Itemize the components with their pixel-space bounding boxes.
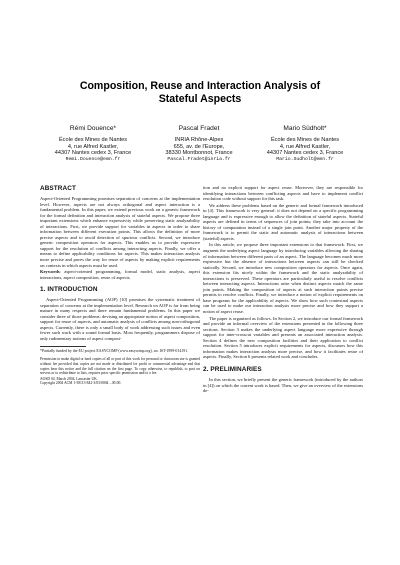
body-paragraph: The paper is organized as follows. In Section 2, we introduce our formal framework and provide an informal overview of the extensions presented in the following three sections. Section 3 makes the underlying aspect language more expressive through support for inter-crosscut variables and presents an associated interaction analysis. Section 4 defines the new composition facilities and their application to conflict resolution. Section 5 introduces explicit requirements for aspects, discusses how this information makes interaction analysis more precise, and how it facilitates reuse of aspects. Finally, Section 6 presents related work and concludes. (203, 315, 363, 360)
author-address: 4, rue Alfred Kastler, (279, 143, 331, 150)
keywords-label: Keywords (40, 269, 60, 275)
body-paragraph: In this article, we propose three important extensions to that framework. First, we augment the underlying aspect language by introducing variables allowing the sharing of information between different parts of an aspect. The language becomes much more expressive but the absence of interactions between aspects can still be checked statically. Second, we introduce new composition operators for aspects. Once again, this extension fits nicely within the framework and the static analyzability of interactions is preserved. These operators are particularly useful to resolve conflicts between interacting aspects. Interactions arise when distinct aspects match the same join points. Making the composition of aspects at such interaction points precise permits to resolve conflicts. Finally, we introduce a notion of explicit requirements on base programs for the applicability of aspects. We show how such contextual aspects can be used to make our interaction analysis more precise and how they support a notion of aspect reuse. (203, 242, 363, 315)
copyright-notice: Permission to make digital or hard copies of all or part of this work for personal or classroom use is granted without fee provided that copies are not made or distributed for profit or commercial advantage and that copies bear this notice and the full citation on the first page. To copy otherwise, to republish, to post on servers or to redistribute to lists, requires prior specific permission and/or a fee. (40, 357, 200, 376)
title-line-1: Composition, Reuse and Interaction Analysis of (79, 80, 321, 92)
author-address: 4, rue Alfred Kastler, (67, 143, 119, 150)
introduction-heading: 1. INTRODUCTION (40, 286, 98, 294)
author-affiliation: École des Mines de Nantes (58, 137, 128, 144)
footnote-divider (40, 346, 86, 347)
author-name: Mario Südholt* (283, 125, 327, 132)
author-affiliation: INRIA Rhône-Alpes (174, 137, 224, 144)
author-name: Pascal Fradet (178, 125, 220, 132)
preliminaries-heading: 2. PRELIMINARIES (203, 365, 262, 373)
keywords-text: : aspect-oriented programming, formal model, static analysis, aspect interactions, aspect composition, reuse of aspects. (40, 269, 200, 280)
left-column (40, 185, 200, 386)
author-city: 44307 Nantes cedex 3, France (266, 150, 344, 157)
author-city: 38330 Montbonnot, France (165, 150, 233, 157)
abstract-text: Aspect-Oriented Programming promises separation of concerns at the implementation level. However, aspects are not always orthogonal and aspect interaction is a fundamental problem. In this paper, we extend previous work on a generic framework for the formal definition and interaction analysis of stateful aspects. We propose three important extensions which enhance expressivity while preserving static analyzability of interactions. First, we provide support for variables in aspects in order to share information between different execution points. This allows the definition of more precise aspects and to avoid detection of spurious conflicts. Second, we introduce generic composition operators for aspects. This enables us to provide expressive support for the resolution of conflicts among interacting aspects. Finally, we offer a means to define applicability conditions for aspects. This makes interaction analysis more precise and paves the way for reuse of aspects by making explicit requirements on contexts in which aspects must be used. (40, 196, 200, 268)
author-email: Mario.Sudholt@emn.fr (276, 156, 334, 162)
copyright-line: Copyright 2004 ACM 1-58113-842-3/03/0004 ...$5.00. (40, 381, 122, 386)
conference-venue: AOSD 04, March 2004, Lancaster UK. (40, 376, 98, 381)
funding-footnote: *Partially funded by the EU project EASYCOMP (www.easycomp.org), no. IST-1999-014191. (40, 348, 189, 353)
author-address: 655, av. de l'Europe, (173, 143, 225, 150)
author-block (40, 126, 146, 163)
right-column (203, 185, 363, 395)
body-paragraph: tion and no explicit support for aspect reuse. Moreover, they are responsible for identifying interactions between conflicting aspects and have to implement conflict resolution code without support for this task. (203, 185, 363, 202)
author-city: 44307 Nantes cedex 3, France (54, 150, 132, 157)
title-line-2: Stateful Aspects (158, 92, 242, 105)
abstract-heading: ABSTRACT (40, 185, 76, 192)
author-email: Remi.Douence@emn.fr (65, 156, 121, 162)
author-block (146, 126, 252, 163)
keywords (40, 269, 200, 280)
paper-title (40, 80, 360, 105)
introduction-text: Aspect-Oriented Programming (AOP) [10] promises the systematic treatment of separation of concerns at the implementation level. Research on AOP is far from being mature in many respects and there remain fundamental problems. In this paper we consider three of those problems: devising an appropriate notion of aspect composition, support for reuse of aspects, and automatic analysis of conflicts among non-orthogonal aspects. Currently, there is only a small body of work addressing such issues and even fewer such work with a sound formal basis. Most frequently, programmers dispose of only rudimentary notions of aspect composi- (40, 297, 200, 342)
author-name: Rémi Douence* (69, 125, 117, 132)
preliminaries-text: In this section, we briefly present the generic framework (introduced by the authors in [4]) on which the current work is based. Then, we give an overview of the extensions de- (203, 376, 363, 394)
author-email: Pascal.Fradet@inria.fr (167, 156, 231, 162)
body-paragraph: We address these problems based on the generic and formal framework introduced in [4]. This framework is very general: it does not depend on a specific programming language and is expressive enough to allow the definition of stateful aspects. Stateful aspects are defined in terms of sequences of join points; they take into account the history of computation instead of a single join point. Another major property of the framework is to permit the static and automatic analysis of interactions between (stateful) aspects. (203, 202, 363, 241)
author-block (252, 126, 358, 163)
author-affiliation: École des Mines de Nantes (270, 137, 340, 144)
